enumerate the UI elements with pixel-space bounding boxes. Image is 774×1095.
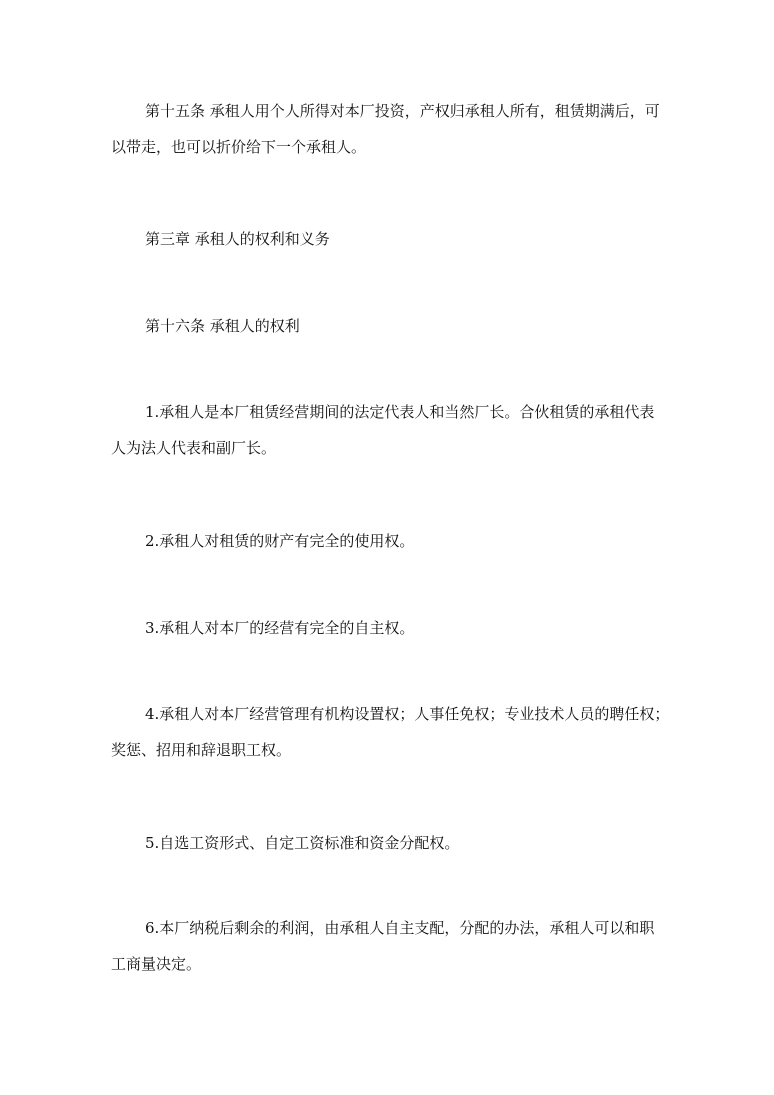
item-5-paragraph [111, 833, 663, 853]
article-15-line-1: 第十五条 承租人用个人所得对本厂投资，产权归承租人所有，租赁期满后，可 [145, 102, 660, 120]
item-4-line-2: 奖惩、招用和辞退职工权。 [111, 741, 292, 759]
article-16-heading [111, 316, 663, 336]
article-16-line-1: 第十六条 承租人的权利 [145, 317, 300, 335]
item-4-paragraph [111, 704, 670, 760]
item-6-paragraph [111, 918, 663, 974]
item-4-line-1: 4.承租人对本厂经营管理有机构设置权；人事任免权；专业技术人员的聘任权； [145, 705, 670, 723]
item-2-paragraph [111, 531, 663, 551]
article-15-paragraph [111, 101, 663, 157]
item-2-line-1: 2.承租人对租赁的财产有完全的使用权。 [145, 532, 415, 550]
chapter-3-heading [111, 229, 663, 249]
item-1-line-2: 人为法人代表和副厂长。 [111, 439, 277, 457]
item-3-line-1: 3.承租人对本厂的经营有完全的自主权。 [145, 619, 415, 637]
item-6-line-2: 工商量决定。 [111, 955, 202, 973]
item-5-line-1: 5.自选工资形式、自定工资标准和资金分配权。 [145, 834, 460, 852]
item-6-line-1: 6.本厂纳税后剩余的利润，由承租人自主支配，分配的办法，承租人可以和职 [145, 919, 655, 937]
item-1-paragraph [111, 402, 663, 458]
chapter-3-line-1: 第三章 承租人的权利和义务 [145, 230, 330, 248]
item-3-paragraph [111, 618, 663, 638]
item-1-line-1: 1.承租人是本厂租赁经营期间的法定代表人和当然厂长。合伙租赁的承租代表 [145, 403, 655, 421]
article-15-line-2: 以带走，也可以折价给下一个承租人。 [111, 138, 367, 156]
